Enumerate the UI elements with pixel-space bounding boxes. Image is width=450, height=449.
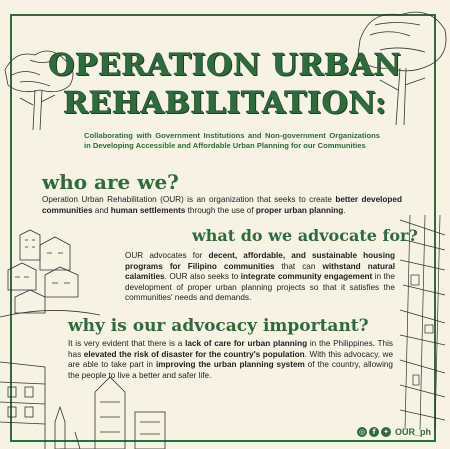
instagram-icon[interactable]: ◎ [358, 428, 366, 436]
twitter-icon[interactable]: ✦ [381, 427, 391, 437]
heading-why-important: why is our advocacy important? [68, 316, 369, 336]
heading-what-do-we-advocate: what do we advocate for? [192, 226, 418, 245]
social-handle[interactable]: OUR_ph [395, 427, 431, 437]
paragraph-who-are-we: Operation Urban Rehabilitation (OUR) is an organization that seeks to create better developed communities and human settlements through the use of proper urban planning. [42, 195, 402, 215]
facebook-icon[interactable]: f [369, 427, 379, 437]
title-line-2: REHABILITATION: [63, 86, 387, 121]
heading-who-are-we: who are we? [42, 170, 179, 194]
title-line-1: OPERATION URBAN [48, 48, 402, 83]
subtitle: Collaborating with Government Institutions and Non-government Organizations in Developing Accessible and Affordable Urban Planning for our Communities [84, 131, 380, 150]
paragraph-what-do-we-advocate: OUR advocates for decent, affordable, and sustainable housing programs for Filipino communities that can withstand natural calamities. OUR also seeks to integrate community engagement in the development of proper urban planning projects so that it satisfies the communities' needs and demands. [125, 251, 396, 303]
paragraph-why-important: It is very evident that there is a lack of care for urban planning in the Philippines. This has elevated the risk of disaster for the country's population. With this advocacy, we are able to take part in improving the urban planning system of the country, allowing the people to live a better and safer life. [68, 339, 393, 380]
social-links [357, 427, 431, 437]
